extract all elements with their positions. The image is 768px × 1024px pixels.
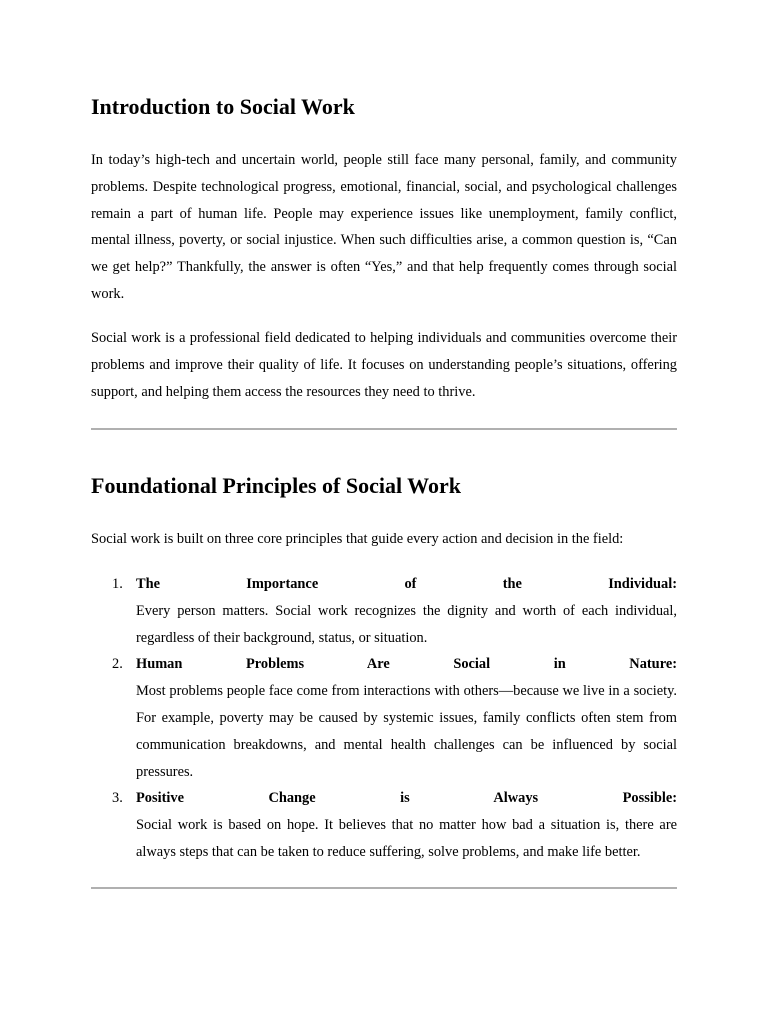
- list-item-number: 2.: [112, 656, 123, 673]
- foundational-intro-paragraph: Social work is built on three core principles that guide every action and decision in the field:: [91, 531, 624, 547]
- list-item-text: Every person matters. Social work recognizes the dignity and worth of each individual, regardless of their background, status, or situation.: [136, 602, 677, 646]
- principles-list: [91, 571, 677, 866]
- list-item-heading: Positive Change is Always Possible:: [136, 790, 677, 807]
- horizontal-rule: [91, 887, 677, 889]
- list-item: [91, 571, 677, 651]
- intro-paragraph-2: Social work is a professional field dedicated to helping individuals and communities overcome their problems and improve their quality of life. It focuses on understanding people’s situations, offering support, and helping them access the resources they need to thrive.: [91, 330, 677, 400]
- horizontal-rule: [91, 428, 677, 430]
- section-title-introduction: Introduction to Social Work: [91, 94, 355, 119]
- list-item: [91, 785, 677, 865]
- list-item-number: 1.: [112, 576, 123, 592]
- list-item-text: Most problems people face come from interactions with others—because we live in a society. For example, poverty may be caused by systemic issues, family conflicts often stem from communication breakdowns, and mental health challenges can be influenced by social pressures.: [136, 683, 677, 780]
- list-item-text: Social work is based on hope. It believes that no matter how bad a situation is, there are always steps that can be taken to reduce suffering, solve problems, and make life better.: [136, 817, 677, 860]
- list-item-number: 3.: [112, 790, 123, 807]
- list-item-heading: Human Problems Are Social in Nature:: [136, 656, 677, 673]
- intro-paragraph-1: In today’s high-tech and uncertain world, people still face many personal, family, and community problems. Despite technological progress, emotional, financial, social, and psychological challenges remain a part of human life. People may experience issues like unemployment, family conflict, mental illness, poverty, or social injustice. When such difficulties arise, a common question is, “Can we get help?” Thankfully, the answer is often “Yes,” and that help frequently comes through social work.: [91, 152, 677, 302]
- list-item: [91, 651, 677, 785]
- list-item-heading: The Importance of the Individual:: [136, 576, 677, 592]
- section-title-foundational-principles: Foundational Principles of Social Work: [91, 473, 461, 498]
